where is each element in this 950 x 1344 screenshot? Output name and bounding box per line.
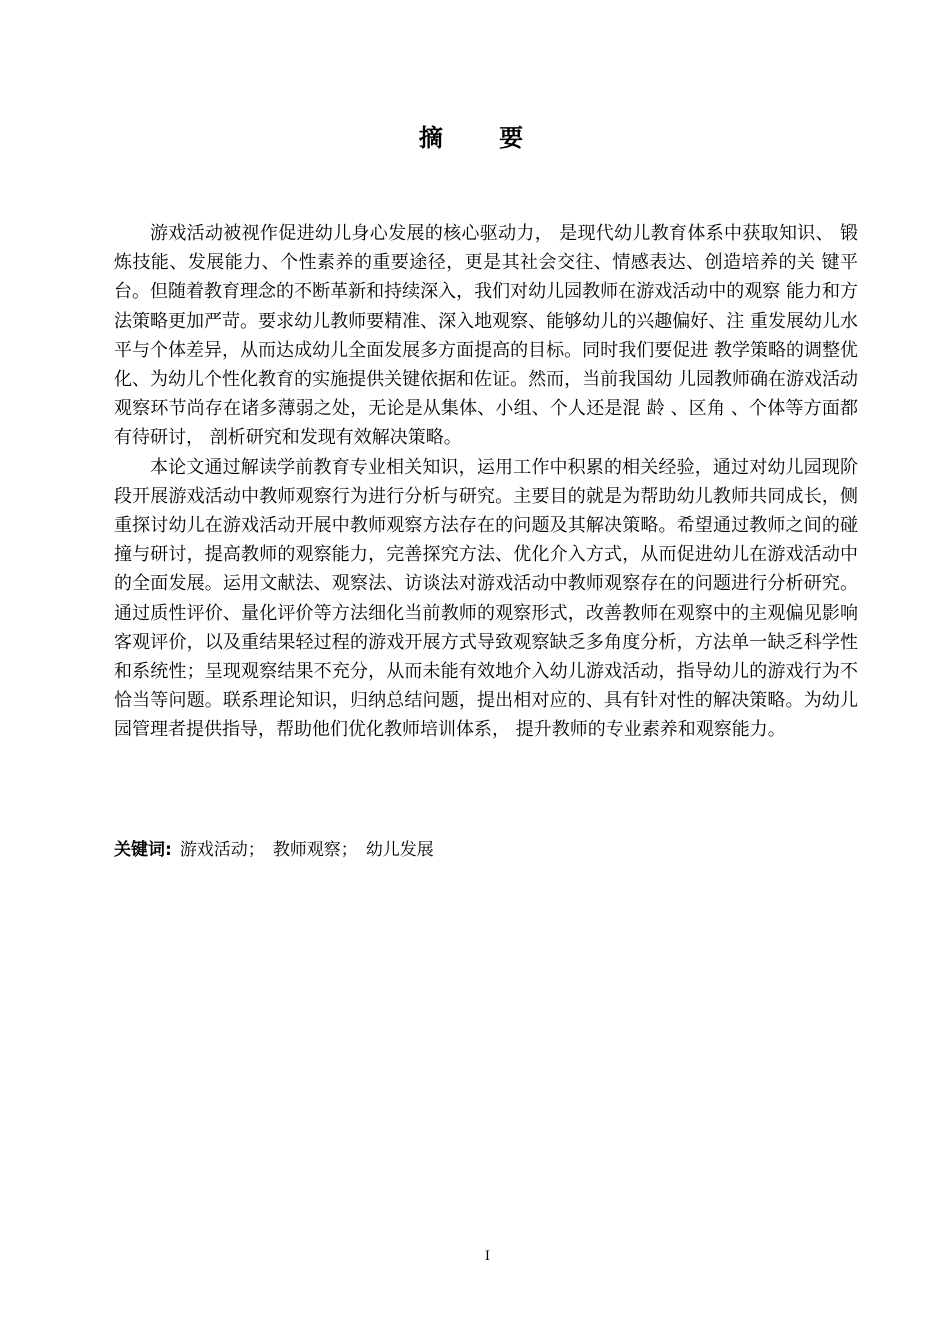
keywords-label: 关键词: (114, 840, 172, 860)
keyword-item: 游戏活动； (179, 840, 265, 860)
abstract-paragraph-1: 游戏活动被视作促进幼儿身心发展的核心驱动力， 是现代幼儿教育体系中获取知识、 锻炼技能、发展能力、个性素养的重要途径，更是其社会交往、情感表达、创造培养的关 键平台。但随着教育理念的不断革新和持续深入，我们对幼儿园教师在游戏活动中的观察 能力和方法策略更加严苛。要求幼儿教师要精准、深入地观察、能够幼儿的兴趣偏好、注 重发展幼儿水平与个体差异，从而达成幼儿全面发展多方面提高的目标。同时我们要促进 教学策略的调整优化、为幼儿个性化教育的实施提供关键依据和佐证。然而，当前我国幼 儿园教师确在游戏活动观察环节尚存在诸多薄弱之处，无论是从集体、小组、个人还是混 龄 、区角 、个体等方面都有待研讨， 剖析研究和发现有效解决策略。 (114, 223, 858, 449)
keyword-item: 教师观察； (272, 840, 358, 860)
abstract-body (114, 219, 858, 745)
page-number: I (484, 1249, 491, 1264)
keyword-item: 幼儿发展 (365, 840, 434, 860)
abstract-paragraph-2: 本论文通过解读学前教育专业相关知识，运用工作中积累的相关经验，通过对幼儿园现阶段开展游戏活动中教师观察行为进行分析与研究。主要目的就是为帮助幼儿教师共同成长，侧重探讨幼儿在游戏活动开展中教师观察方法存在的问题及其解决策略。希望通过教师之间的碰撞与研讨，提高教师的观察能力，完善探究方法、优化介入方式，从而促进幼儿在游戏活动中的全面发展。运用文献法、观察法、访谈法对游戏活动中教师观察存在的问题进行分析研究。通过质性评价、量化评价等方法细化当前教师的观察形式，改善教师在观察中的主观偏见影响客观评价，以及重结果轻过程的游戏开展方式导致观察缺乏多角度分析，方法单一缺乏科学性和系统性；呈现观察结果不充分，从而未能有效地介入幼儿游戏活动，指导幼儿的游戏行为不恰当等问题。联系理论知识，归纳总结问题，提出相对应的、具有针对性的解决策略。为幼儿园管理者提供指导，帮助他们优化教师培训体系， 提升教师的专业素养和观察能力。 (114, 456, 858, 741)
abstract-title: 摘 要 (418, 124, 548, 152)
keywords-line (114, 835, 858, 865)
